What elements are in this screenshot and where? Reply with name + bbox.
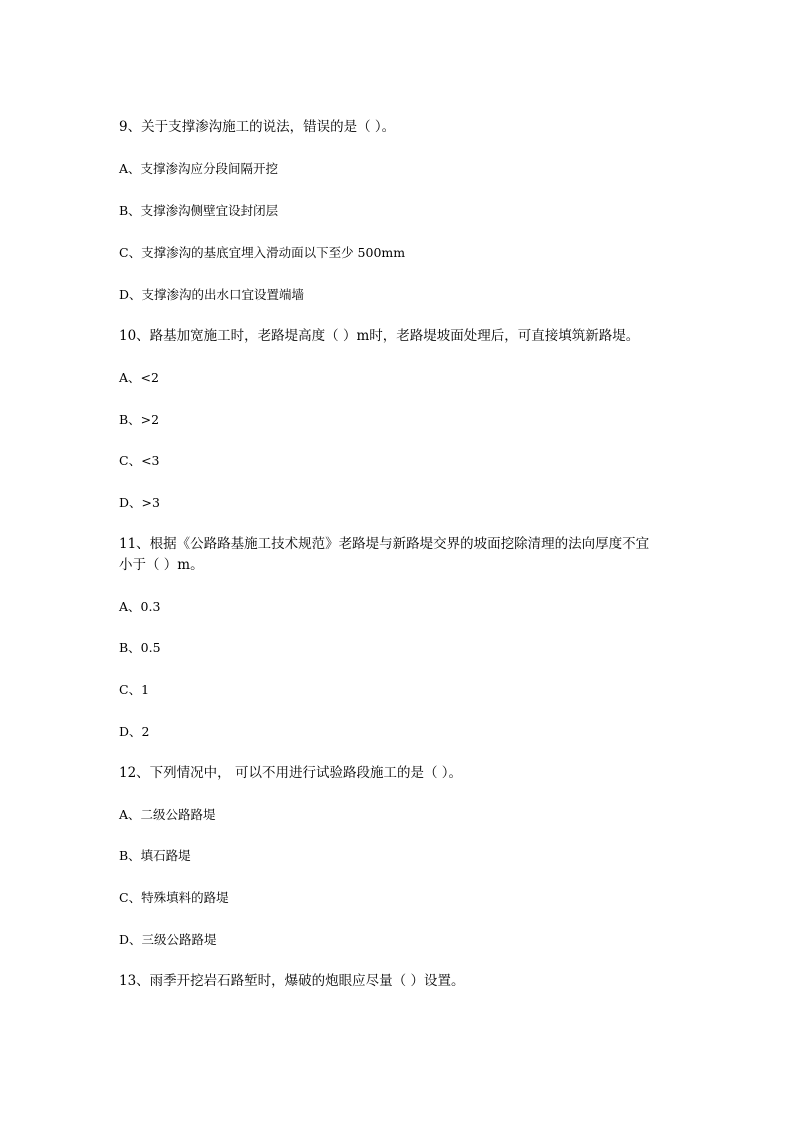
question-10-option-c: C、<3 xyxy=(119,453,160,468)
question-11-stem-line1: 11、根据《公路路基施工技术规范》老路堤与新路堤交界的坡面挖除清理的法向厚度不宜 xyxy=(119,536,650,552)
question-12-option-a: A、二级公路路堤 xyxy=(119,807,216,822)
question-9-option-c: C、支撑渗沟的基底宜埋入滑动面以下至少 500mm xyxy=(119,245,406,260)
question-12-option-b: B、填石路堤 xyxy=(119,848,191,863)
question-10-option-d: D、>3 xyxy=(119,495,160,510)
question-12-option-d: D、三级公路路堤 xyxy=(119,932,217,947)
question-11-option-d: D、2 xyxy=(119,724,150,739)
question-11-option-b: B、0.5 xyxy=(119,640,161,655)
question-11-stem-line2: 小于（ ）m。 xyxy=(119,557,204,573)
question-11-option-c: C、1 xyxy=(119,682,150,697)
question-9-option-b: B、支撑渗沟侧壁宜设封闭层 xyxy=(119,203,279,218)
question-10-option-a: A、<2 xyxy=(119,370,159,385)
question-13-stem: 13、雨季开挖岩石路堑时，爆破的炮眼应尽量（ ）设置。 xyxy=(119,973,465,989)
question-10-option-b: B、>2 xyxy=(119,412,160,427)
question-9-option-d: D、支撑渗沟的出水口宜设置端墙 xyxy=(119,287,305,302)
question-11-option-a: A、0.3 xyxy=(119,599,161,614)
question-9-option-a: A、支撑渗沟应分段间隔开挖 xyxy=(119,161,279,176)
question-12-stem: 12、下列情况中， 可以不用进行试验路段施工的是（ ）。 xyxy=(119,765,463,781)
question-9-stem: 9、关于支撑渗沟施工的说法，错误的是（ ）。 xyxy=(119,119,396,135)
question-12-option-c: C、特殊填料的路堤 xyxy=(119,890,229,905)
question-10-stem: 10、路基加宽施工时，老路堤高度（ ）m时，老路堤坡面处理后，可直接填筑新路堤。 xyxy=(119,328,640,344)
